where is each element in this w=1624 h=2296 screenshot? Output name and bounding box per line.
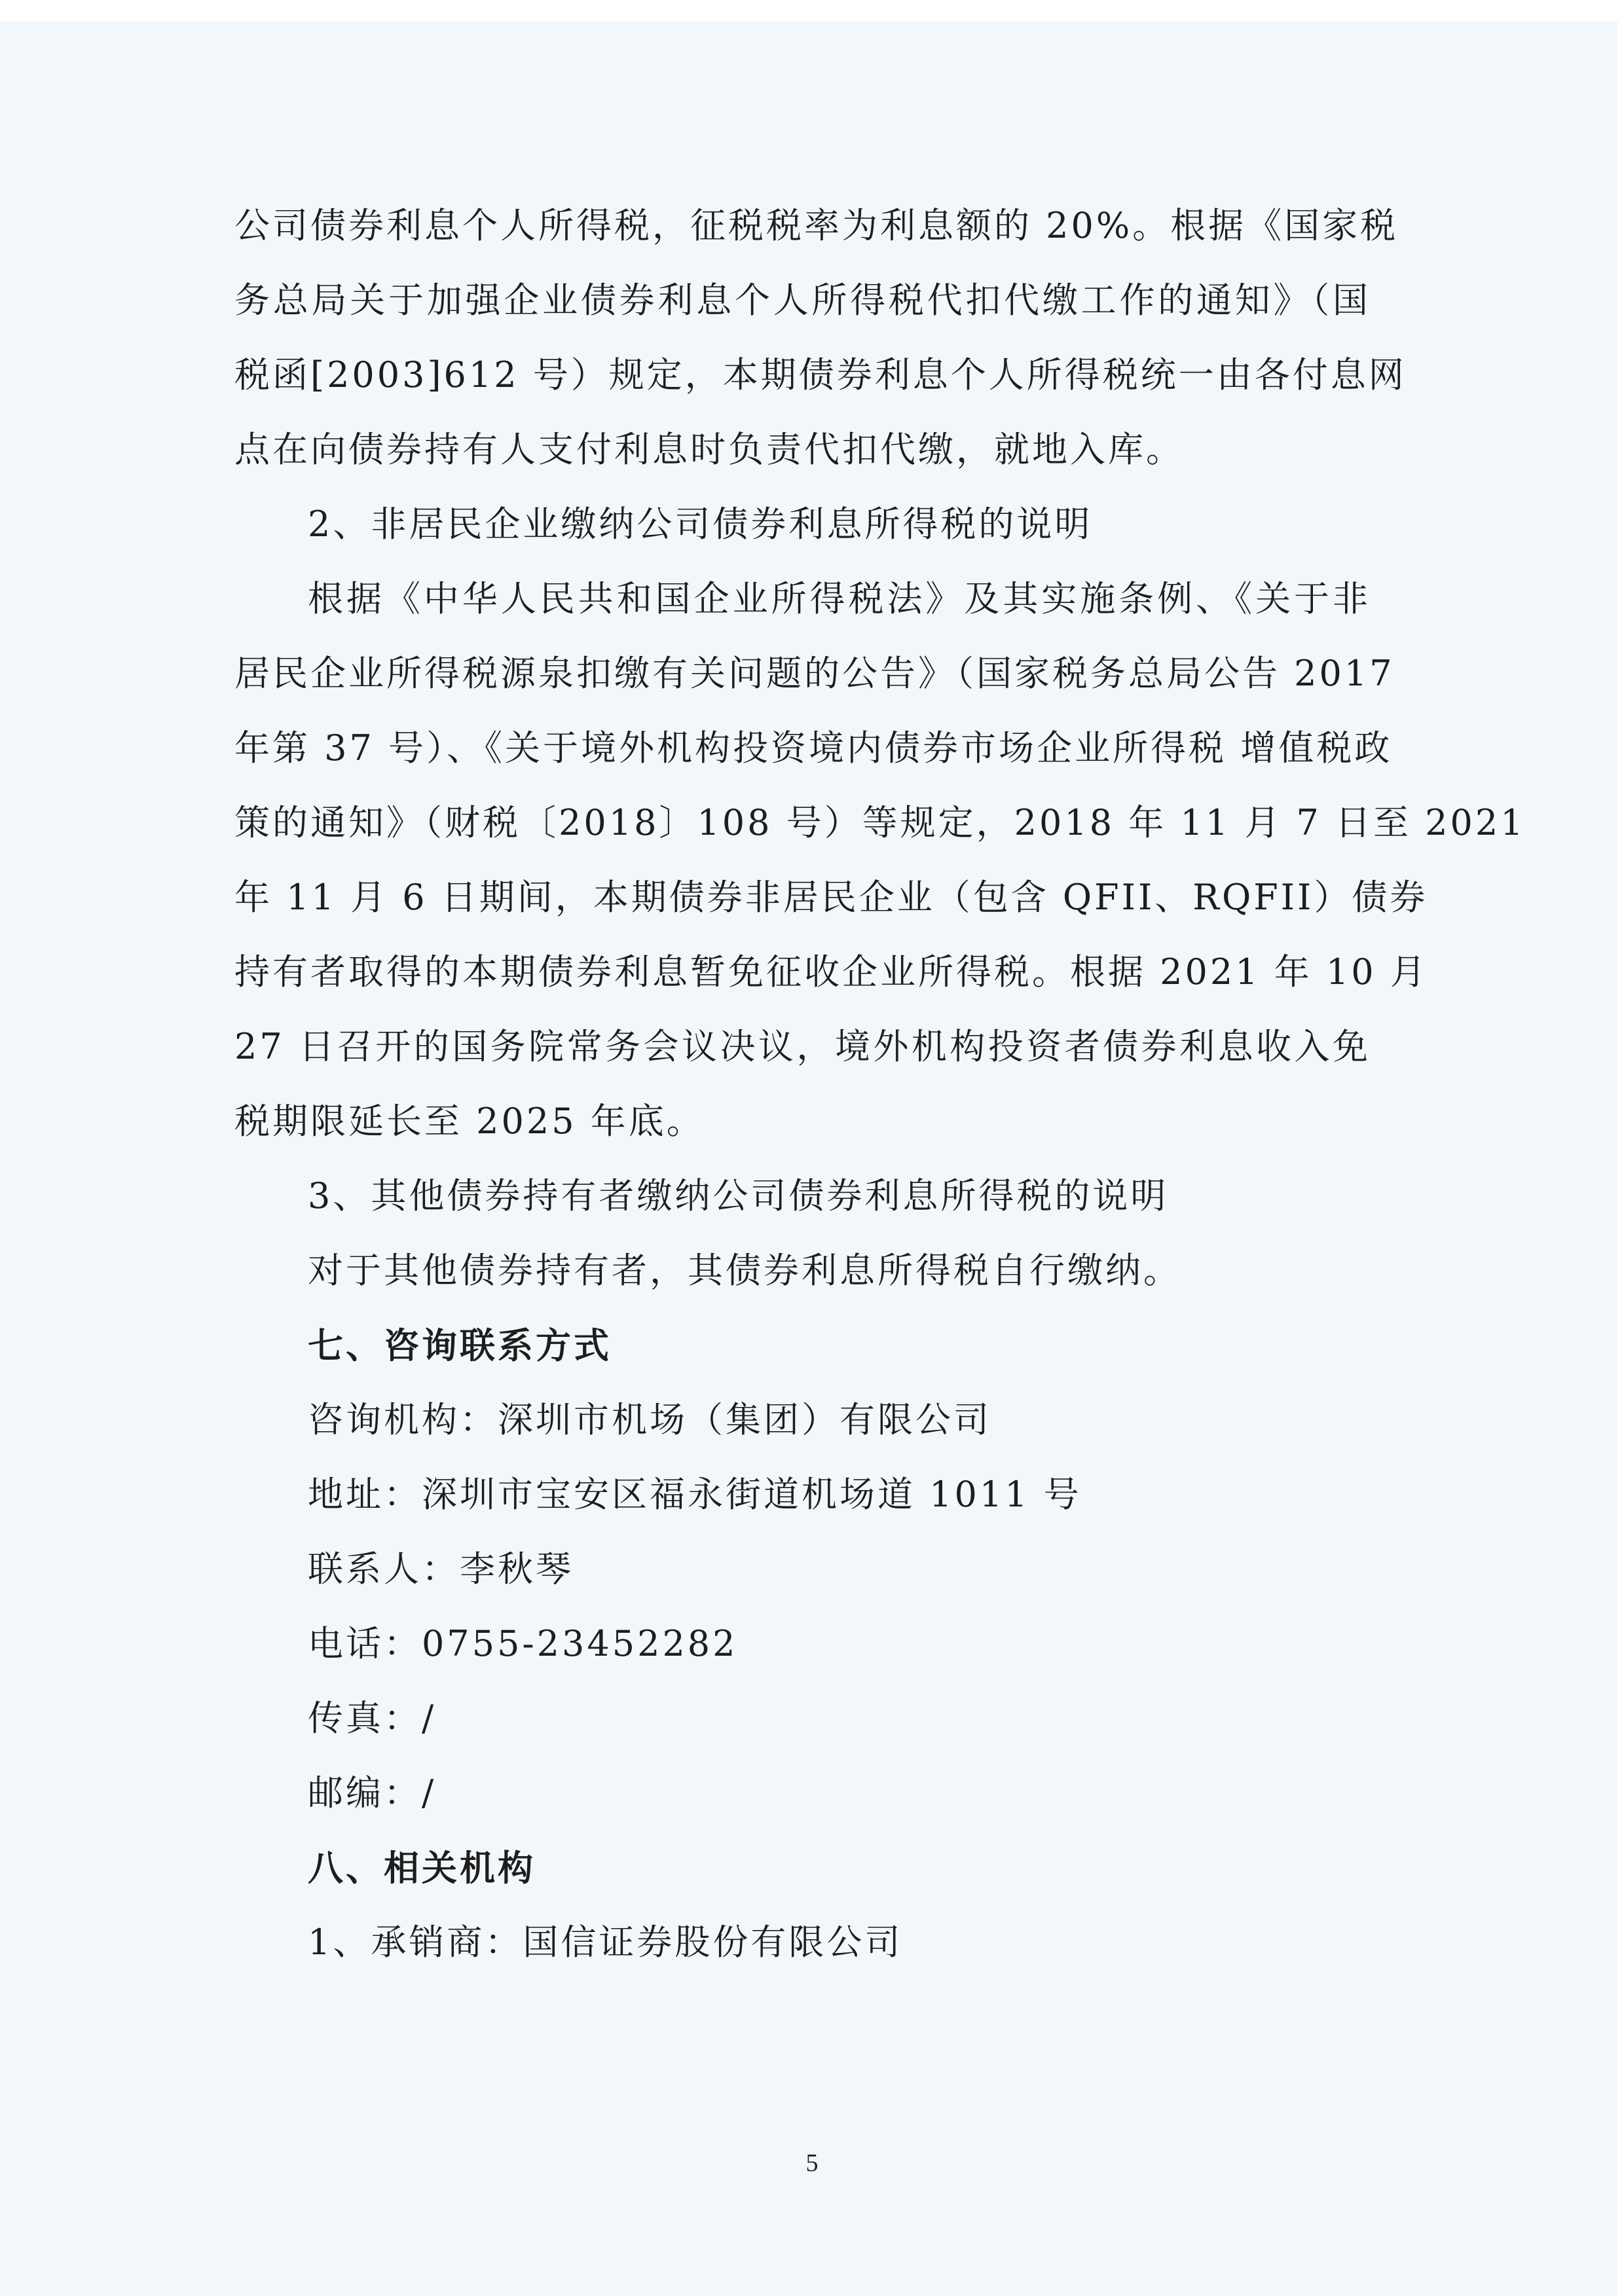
body-text-line: 公司债券利息个人所得税，征税税率为利息额的 20%。根据《国家税 (234, 205, 1399, 246)
body-text-line: 税函[2003]612 号）规定，本期债券利息个人所得税统一由各付息网 (234, 354, 1407, 395)
body-text-line: 持有者取得的本期债券利息暂免征收企业所得税。根据 2021 年 10 月 (234, 951, 1428, 993)
scan-top-margin (0, 0, 1624, 21)
body-text-line: 年 11 月 6 日期间，本期债券非居民企业（包含 QFII、RQFII）债券 (234, 877, 1428, 918)
body-text-line: 27 日召开的国务院常务会议决议，境外机构投资者债券利息收入免 (234, 1026, 1371, 1067)
subsection-title-non-resident: 2、非居民企业缴纳公司债券利息所得税的说明 (308, 503, 1093, 545)
body-text-line: 税期限延长至 2025 年底。 (234, 1101, 705, 1142)
underwriter-line: 1、承销商：国信证券股份有限公司 (308, 1922, 903, 1963)
section-title-related-institutions: 八、相关机构 (308, 1847, 536, 1889)
contact-fax: 传真：/ (308, 1698, 437, 1739)
contact-address: 地址：深圳市宝安区福永街道机场道 1011 号 (308, 1474, 1082, 1515)
subsection-title-other-holders: 3、其他债券持有者缴纳公司债券利息所得税的说明 (308, 1175, 1169, 1216)
scan-right-edge (1617, 0, 1624, 2296)
contact-phone: 电话：0755-23452282 (308, 1623, 738, 1664)
body-text-line: 对于其他债券持有者，其债券利息所得税自行缴纳。 (308, 1250, 1181, 1291)
section-title-contact: 七、咨询联系方式 (308, 1324, 612, 1366)
body-text-line: 居民企业所得税源泉扣缴有关问题的公告》（国家税务总局公告 2017 (234, 653, 1395, 694)
body-text-line: 年第 37 号）、《关于境外机构投资境内债券市场企业所得税 增值税政 (234, 727, 1393, 769)
body-text-line: 务总局关于加强企业债券利息个人所得税代扣代缴工作的通知》（国 (234, 280, 1371, 321)
body-text-line: 策的通知》（财税〔2018〕108 号）等规定，2018 年 11 月 7 日至 2021 (234, 802, 1526, 843)
contact-institution: 咨询机构：深圳市机场（集团）有限公司 (308, 1399, 991, 1440)
body-text-line: 根据《中华人民共和国企业所得税法》及其实施条例、《关于非 (308, 578, 1371, 619)
body-text-line: 点在向债券持有人支付利息时负责代扣代缴，就地入库。 (234, 429, 1184, 470)
document-page (234, 205, 1526, 1999)
contact-postcode: 邮编：/ (308, 1772, 437, 1813)
contact-person: 联系人：李秋琴 (308, 1548, 574, 1590)
page-number: 5 (805, 2149, 819, 2177)
